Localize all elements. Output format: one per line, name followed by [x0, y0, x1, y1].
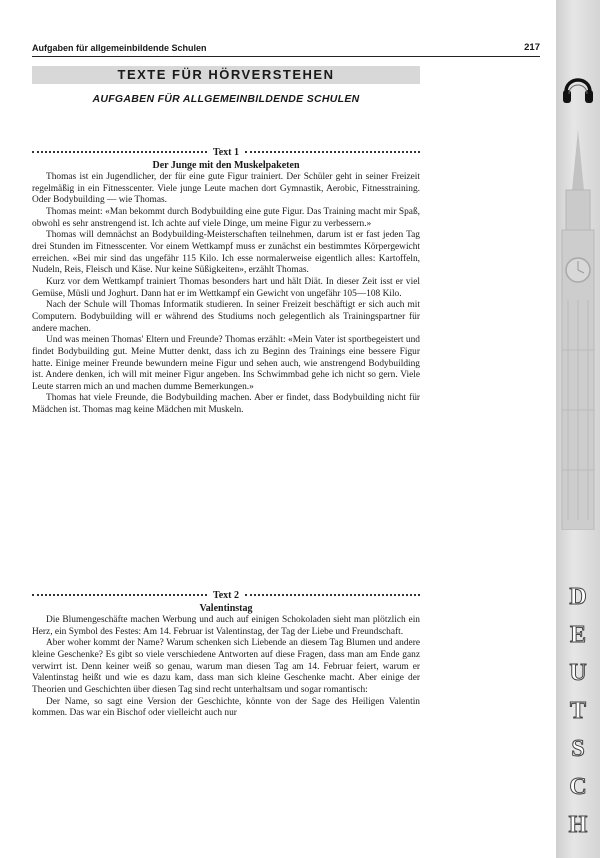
- running-head: [32, 42, 540, 57]
- text-2-block: [32, 589, 420, 720]
- paragraph: Thomas hat viele Freunde, die Bodybuilding machen. Aber er findet, dass Bodybuilding nicht für Mädchen ist. Thomas mag keine Mädchen mit Muskeln.: [32, 393, 420, 416]
- dotted-rule: [245, 594, 420, 596]
- text-2-heading: Valentinstag: [199, 603, 253, 614]
- paragraph: Nach der Schule will Thomas Informatik studieren. In seiner Freizeit beschäftigt er sich auch mit Computern. Bodybuilding will er während des Studiums noch gelegentlich als Trainingspartner für andere machen.: [32, 300, 420, 334]
- dotted-rule: [32, 594, 207, 596]
- text-1-label: Text 1: [212, 146, 240, 158]
- text-2-label: Text 2: [212, 589, 240, 601]
- paragraph: Die Blumengeschäfte machen Werbung und auch auf einigen Schokoladen sieht man plötzlich ein Herz, ein Symbol des Festes: Am 14. Februar ist Valentinstag, der Tag der Liebe und Freundschaft.: [32, 615, 420, 637]
- clock-tower-icon: [558, 130, 598, 530]
- side-tab-letter: D: [569, 584, 587, 610]
- side-tab-letter: E: [569, 622, 586, 648]
- side-tab-letter: T: [569, 698, 586, 724]
- side-tab-letter: H: [568, 812, 588, 838]
- paragraph: Thomas meint: «Man bekommt durch Bodybuilding eine gute Figur. Das Training macht mir Spaß, obwohl es sehr anstrengend ist. Ich achte auf viele Dinge, um meine Figur zu verbessern.»: [32, 206, 420, 229]
- text-1-separator: [32, 146, 420, 158]
- side-tab-letter: U: [569, 660, 587, 686]
- dotted-rule: [32, 151, 207, 153]
- page-subtitle: AUFGABEN FÜR ALLGEMEINBILDENDE SCHULEN: [92, 93, 360, 105]
- paragraph: Der Name, so sagt eine Version der Geschichte, könnte von der Sage des Heiligen Valentin kommen. Das war ein Bischof oder vielleicht auch nur: [32, 696, 420, 719]
- text-1-heading: Der Junge mit den Muskelpaketen: [152, 160, 300, 171]
- text-2-separator: [32, 589, 420, 601]
- paragraph: Thomas ist ein Jugendlicher, der für eine gute Figur trainiert. Der Schüler geht in seiner Freizeit regelmäßig in ein Fitnesscenter. Viele junge Leute machen dort Gymnastik, Aerobic, Fitnesstraining. Oder Bodybuilding — wie Thomas.: [32, 172, 420, 206]
- headphones-icon: [560, 68, 596, 108]
- paragraph: Thomas will demnächst an Bodybuilding-Meisterschaften teilnehmen, darum ist er fast jeden Tag drei Stunden im Fitnesscenter. Vor einem Wettkampf muss er zunächst ein bestimmtes Körpergewicht erreichen. «Bei mir sind das ungefähr 115 Kilo. Ich esse normalerweise eigentlich alles: Kartoffeln, Nudeln, Reis, Fleisch und Käse. Nur keine Süßigkeiten», erzählt Thomas.: [32, 230, 420, 276]
- text-1-block: [32, 146, 420, 417]
- side-tab-deutsch: [558, 578, 598, 844]
- paragraph: Aber woher kommt der Name? Warum schenken sich Liebende an diesem Tag Blumen und andere kleine Geschenke? Es gibt so viele verschiedene Antworten auf diese Fragen, dass man am Ende ganz verwirrt ist. Denn keiner weiß so genau, warum man diesen Tag am 14. Februar feiert, warum er Valentinstag heißt und wie es dazu kam, dass man sich kleine Geschenke macht. Aber einige der Theorien und Geschichten über diesen Tag sind recht unterhaltsam und sogar romantisch:: [32, 638, 420, 695]
- paragraph: Kurz vor dem Wettkampf trainiert Thomas besonders hart und hält Diät. In dieser Zeit isst er viel Gemüse, Müsli und Joghurt. Dann hat er im Wettkampf ein Gewicht von ungefähr 105—108 Kilo.: [32, 276, 420, 299]
- paragraph: Und was meinen Thomas' Eltern und Freunde? Thomas erzählt: «Mein Vater ist sportbegeistert und findet Bodybuilding gut. Meine Mutter denkt, dass ich zu Beginn des Trainings eine bessere Figur hatte. Einige meiner Freunde bewundern meine Figur und sehen auch, wie anstrengend Bodybuilding ist. Andere denken, ich will mit meiner Figur angeben. Ins Schwimmbad gehe ich nicht so gern. Viele Leute starren mich an und machen dumme Bemerkungen.»: [32, 335, 420, 392]
- side-tab-letter: S: [571, 736, 585, 762]
- dotted-rule: [245, 151, 420, 153]
- page-title: TEXTE FÜR HÖRVERSTEHEN: [32, 66, 420, 84]
- running-head-title: Aufgaben für allgemeinbildende Schulen: [32, 43, 207, 53]
- side-tab-letter: C: [569, 774, 587, 800]
- page-number: 217: [524, 42, 540, 53]
